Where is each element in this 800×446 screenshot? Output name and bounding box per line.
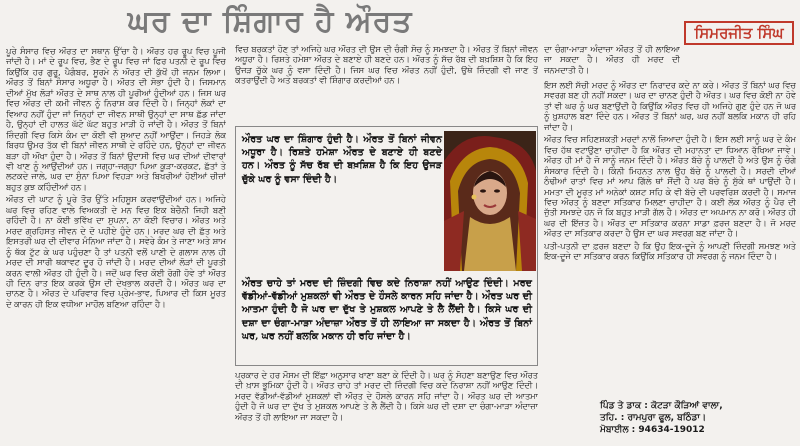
article-column-1 [6, 46, 226, 444]
pull-quote-box [235, 126, 538, 366]
author-byline: ਸਿਮਰਜੀਤ ਸਿੰਘ [684, 21, 794, 45]
paragraph: ਵਿਚ ਬਰਕਤਾਂ ਹੋਣ ਤਾਂ ਅਜਿਹੇ ਘਰ ਔਰਤ ਦੀ ਉਸ ਦੀ ਚੰਗੀ ਸੋਚ ਨੂੰ ਸਮਝਦਾ ਹੈ। ਔਰਤ ਤੋਂ ਬਿਨਾਂ ਜੀਵਨ ਅਧੂਰਾ ਹੈ। ਰਿਸ਼ਤੇ ਹਮੇਸ਼ਾ ਔਰਤ ਦੇ ਬਣਾਏ ਹੀ ਬਣਦੇ ਹਨ। ਔਰਤ ਨੂੰ ਸੱਚ ਰੱਬ ਦੀ ਬਖ਼ਸ਼ਿਸ਼ ਹੈ ਕਿ ਇਹ ਉਜੜ ਚੁੱਕੇ ਘਰ ਨੂੰ ਵਸਾ ਦਿੰਦੀ ਹੈ। ਜਿਸ ਘਰ ਵਿਚ ਔਰਤ ਨਹੀਂ ਹੁੰਦੀ, ਉਥੇ ਜ਼ਿੰਦਗੀ ਵੀ ਜਾਣ ਤੋਂ ਕਤਰਾਉਂਦੀ ਹੈ ਅਤੇ ਬਰਕਤਾਂ ਵੀ ਸ਼ਿੰਗਾਰ ਕਰਦੀਆਂ ਹਨ। [235, 44, 538, 86]
paragraph: ਪ੍ਰਕਾਰ ਦੇ ਹਰ ਮੌਸਮ ਦੀ ਇੱਛਾ ਅਨੁਸਾਰ ਖਾਣਾ ਬਣਾ ਕੇ ਦਿੰਦੀ ਹੈ। ਘਰ ਨੂੰ ਸੋਹਣਾ ਬਣਾਉਣ ਵਿਚ ਔਰਤ ਦੀ ਖ਼ਾਸ ਭੂਮਿਕਾ ਹੁੰਦੀ ਹੈ। ਔਰਤ ਚਾਹੇ ਤਾਂ ਮਰਦ ਦੀ ਜ਼ਿੰਦਗੀ ਵਿਚ ਕਦੇ ਨਿਰਾਸ਼ਾ ਨਹੀਂ ਆਉਣ ਦਿੰਦੀ। ਮਰਦ ਵੱਡੀਆਂ-ਵੱਡੀਆਂ ਮੁਸ਼ਕਲਾਂ ਵੀ ਔਰਤ ਦੇ ਹੌਸਲੇ ਕਾਰਨ ਸਹਿ ਜਾਂਦਾ ਹੈ। ਔਰਤ ਘਰ ਦੀ ਆਤਮਾ ਹੁੰਦੀ ਹੈ ਜੋ ਘਰ ਦਾ ਦੁੱਖ ਤੇ ਮੁਸ਼ਕਲ ਆਪਣੇ ਤੇ ਲੈ ਲੈਂਦੀ ਹੈ। ਕਿਸੇ ਘਰ ਦੀ ਦਸ਼ਾ ਦਾ ਚੰਗਾ-ਮਾੜਾ ਅੰਦਾਜ਼ਾ ਔਰਤ ਤੋਂ ਹੀ ਲਾਇਆ ਜਾ ਸਕਦਾ ਹੈ। [235, 370, 538, 422]
pull-quote-text-2: ਔਰਤ ਚਾਹੇ ਤਾਂ ਮਰਦ ਦੀ ਜ਼ਿੰਦਗੀ ਵਿਚ ਕਦੇ ਨਿਰਾਸ਼ਾ ਨਹੀਂ ਆਉਣ ਦਿੰਦੀ। ਮਰਦ ਵੱਡੀਆਂ-ਵੱਡੀਆਂ ਮੁਸ਼ਕਲਾਂ ਵੀ ਔਰਤ ਦੇ ਹੌਸਲੇ ਕਾਰਨ ਸਹਿ ਜਾਂਦਾ ਹੈ। ਔਰਤ ਘਰ ਦੀ ਆਤਮਾ ਹੁੰਦੀ ਹੈ ਜੋ ਘਰ ਦਾ ਦੁੱਖ ਤੇ ਮੁਸ਼ਕਲ ਆਪਣੇ ਤੇ ਲੈ ਲੈਂਦੀ ਹੈ। ਕਿਸੇ ਘਰ ਦੀ ਦਸ਼ਾ ਦਾ ਚੰਗਾ-ਮਾੜਾ ਅੰਦਾਜ਼ਾ ਔਰਤ ਤੋਂ ਹੀ ਲਾਇਆ ਜਾ ਸਕਦਾ ਹੈ। ਔਰਤ ਤੋਂ ਬਿਨਾਂ ਘਰ, ਘਰ ਨਹੀਂ ਬਲਕਿ ਮਕਾਨ ਹੀ ਰਹਿ ਜਾਂਦਾ ਹੈ। [242, 278, 532, 342]
paragraph: ਇਸ ਲਈ ਸੱਚੀ ਮਰਦ ਨੂੰ ਔਰਤ ਦਾ ਨਿਰਾਦਰ ਕਦੇ ਨਾ ਕਰੇ। ਔਰਤ ਤੋਂ ਬਿਨਾਂ ਘਰ ਵਿਚ ਸਵਰਗ ਬਣ ਹੀ ਨਹੀਂ ਸਕਦਾ। ਘਰ ਦਾ ਚਾਨਣ ਹੁੰਦੀ ਹੈ ਔਰਤ। ਘਰ ਵਿਚ ਕੋਈ ਨਾ ਹੋਵੇ ਤਾਂ ਵੀ ਘਰ ਨੂੰ ਘਰ ਬਣਾਉਂਦੀ ਹੈ ਕਿਉਂਕਿ ਔਰਤ ਵਿਚ ਹੀ ਅਜਿਹੇ ਗੁਣ ਹੁੰਦੇ ਹਨ ਜੋ ਘਰ ਨੂੰ ਖ਼ੁਸ਼ਹਾਲ ਬਣਾ ਦਿੰਦੇ ਹਨ। ਔਰਤ ਤੋਂ ਬਿਨਾਂ ਘਰ, ਘਰ ਨਹੀਂ ਬਲਕਿ ਮਕਾਨ ਹੀ ਰਹਿ ਜਾਂਦਾ ਹੈ। [544, 80, 796, 132]
paragraph: ਦਾ ਚੰਗਾ-ਮਾੜਾ ਅੰਦਾਜ਼ਾ ਔਰਤ ਤੋਂ ਹੀ ਲਾਇਆ ਜਾ ਸਕਦਾ ਹੈ। ਔਰਤ ਹੀ ਮਰਦ ਦੀ ਜਨਮਦਾਤੀ ਹੈ। [544, 44, 680, 75]
author-address [600, 400, 796, 436]
article-column-3 [544, 80, 796, 398]
woman-portrait-photo [444, 131, 536, 271]
paragraph: ਔਰਤ ਵਿਚ ਸਹਿਣਸ਼ਕਤੀ ਮਰਦਾਂ ਨਾਲੋਂ ਜ਼ਿਆਦਾ ਹੁੰਦੀ ਹੈ। ਇਸ ਲਈ ਸਾਨੂੰ ਘਰ ਦੇ ਕੰਮ ਵਿਚ ਹੱਥ ਵਟਾਉਣਾ ਚਾਹੀਦਾ ਹੈ ਕਿ ਔਰਤ ਦੀ ਮਹਾਨਤਾ ਦਾ ਧਿਆਨ ਰੱਖਿਆ ਜਾਵੇ। ਔਰਤ ਹੀ ਮਾਂ ਹੈ ਜੋ ਸਾਨੂੰ ਜਨਮ ਦਿੰਦੀ ਹੈ। ਔਰਤ ਬੱਚੇ ਨੂੰ ਪਾਲਦੀ ਹੈ ਅਤੇ ਉਸ ਨੂੰ ਚੰਗੇ ਸੰਸਕਾਰ ਦਿੰਦੀ ਹੈ। ਕਿੰਨੀ ਮਿਹਨਤ ਨਾਲ ਉਹ ਬੱਚੇ ਨੂੰ ਪਾਲਦੀ ਹੈ। ਸਰਦੀ ਦੀਆਂ ਠੰਢੀਆਂ ਰਾਤਾਂ ਵਿਚ ਮਾਂ ਆਪ ਗਿੱਲੇ ਥਾਂ ਸੌਂਦੀ ਹੈ ਪਰ ਬੱਚੇ ਨੂੰ ਸੁੱਕੇ ਥਾਂ ਪਾਉਂਦੀ ਹੈ। ਮਮਤਾ ਦੀ ਮੂਰਤ ਮਾਂ ਅਨੇਕਾਂ ਕਸ਼ਟ ਸਹਿ ਕੇ ਵੀ ਬੱਚੇ ਦੀ ਪਰਵਰਿਸ਼ ਕਰਦੀ ਹੈ। ਸਮਾਜ ਵਿਚ ਔਰਤ ਨੂੰ ਬਣਦਾ ਸਤਿਕਾਰ ਮਿਲਣਾ ਚਾਹੀਦਾ ਹੈ। ਕਈ ਲੋਕ ਔਰਤ ਨੂੰ ਪੈਰ ਦੀ ਜੁੱਤੀ ਸਮਝਦੇ ਹਨ ਜੋ ਕਿ ਬਹੁਤ ਮਾੜੀ ਗੱਲ ਹੈ। ਔਰਤ ਦਾ ਅਪਮਾਨ ਨਾ ਕਰੋ। ਔਰਤ ਹੀ ਘਰ ਦੀ ਇੱਜ਼ਤ ਹੈ। ਔਰਤ ਦਾ ਸਤਿਕਾਰ ਕਰਨਾ ਸਾਡਾ ਫ਼ਰਜ਼ ਬਣਦਾ ਹੈ। ਜੋ ਮਰਦ ਔਰਤ ਦਾ ਸਤਿਕਾਰ ਕਰਦਾ ਹੈ ਉਸ ਦਾ ਘਰ ਸਵਰਗ ਬਣ ਜਾਂਦਾ ਹੈ। [544, 134, 796, 239]
paragraph: ਪਤੀ-ਪਤਨੀ ਦਾ ਫ਼ਰਜ਼ ਬਣਦਾ ਹੈ ਕਿ ਉਹ ਇਕ-ਦੂਜੇ ਨੂੰ ਆਪਣੀ ਜ਼ਿੰਦਗੀ ਸਮਝਣ ਅਤੇ ਇਕ-ਦੂਜੇ ਦਾ ਸਤਿਕਾਰ ਕਰਨ ਕਿਉਂਕਿ ਸਤਿਕਾਰ ਹੀ ਸਵਰਗ ਨੂੰ ਜਨਮ ਦਿੰਦਾ ਹੈ। [544, 240, 796, 262]
article-headline: ਘਰ ਦਾ ਸ਼ਿੰਗਾਰ ਹੈ ਔਰਤ [127, 4, 413, 39]
paragraph: ਔਰਤ ਦੀ ਘਾਟ ਨੂੰ ਪੂਰੇ ਤੌਰ ਉੱਤੇ ਮਹਿਸੂਸ ਕਰਵਾਉਂਦੀਆਂ ਹਨ। ਅਜਿਹੇ ਘਰ ਵਿਚ ਰਹਿਣ ਵਾਲੇ ਵਿਅਕਤੀ ਦੇ ਮਨ ਵਿਚ ਇਕ ਬੇਚੈਨੀ ਜਿਹੀ ਬਣੀ ਰਹਿੰਦੀ ਹੈ। ਨਾ ਕੋਈ ਭਵਿੱਖ ਦਾ ਸੁਪਨਾ, ਨਾ ਕੋਈ ਵਿਚਾਰ। ਔਰਤ ਅਤੇ ਮਰਦ ਗ੍ਰਹਿਸਤ ਜੀਵਨ ਦੇ ਦੋ ਪਹੀਏ ਹੁੰਦੇ ਹਨ। ਮਰਦ ਘਰ ਦੀ ਛੱਤ ਅਤੇ ਇਸਤਰੀ ਘਰ ਦੀ ਦੀਵਾਰ ਮੰਨਿਆ ਜਾਂਦਾ ਹੈ। ਸਵੇਰੇ ਕੰਮ ਤੇ ਜਾਣਾ ਅਤੇ ਸ਼ਾਮ ਨੂੰ ਥੱਕ ਟੁੱਟ ਕੇ ਘਰ ਪਹੁੰਚਣਾ ਹੈ ਤਾਂ ਪਤਨੀ ਵਲੋਂ ਪਾਣੀ ਦੇ ਗਲਾਸ ਨਾਲ ਹੀ ਮਰਦ ਦੀ ਸਾਰੀ ਥਕਾਵਟ ਦੂਰ ਹੋ ਜਾਂਦੀ ਹੈ। ਮਰਦ ਦੀਆਂ ਲੋੜਾਂ ਦੀ ਪੂਰਤੀ ਕਰਨ ਵਾਲੀ ਔਰਤ ਹੀ ਹੁੰਦੀ ਹੈ। ਜਦੋਂ ਘਰ ਵਿਚ ਕੋਈ ਰੋਗੀ ਹੋਵੇ ਤਾਂ ਔਰਤ ਹੀ ਦਿਨ ਰਾਤ ਇਕ ਕਰਕੇ ਉਸ ਦੀ ਦੇਖਭਾਲ ਕਰਦੀ ਹੈ। ਔਰਤ ਘਰ ਦਾ ਚਾਨਣ ਹੈ। ਔਰਤ ਦੇ ਪਰਿਵਾਰ ਵਿਚ ਪ੍ਰੇਮ-ਭਾਵ, ਪਿਆਰ ਦੀ ਕਿਸ ਮੂਰਤ ਦੇ ਕਾਰਨ ਹੀ ਇਕ ਵਧੀਆ ਮਾਹੌਲ ਬਣਿਆ ਰਹਿੰਦਾ ਹੈ। [6, 194, 226, 309]
article-column-2-top [235, 44, 538, 124]
address-line: ਤਹਿ. : ਰਾਮਪੁਰਾ ਫੂਲ, ਬਠਿੰਡਾ। [600, 413, 707, 423]
pull-quote-text-1: ਔਰਤ ਘਰ ਦਾ ਸ਼ਿੰਗਾਰ ਹੁੰਦੀ ਹੈ। ਔਰਤ ਤੋਂ ਬਿਨਾਂ ਜੀਵਨ ਅਧੂਰਾ ਹੈ। ਰਿਸ਼ਤੇ ਹਮੇਸ਼ਾ ਔਰਤ ਦੇ ਬਣਾਏ ਹੀ ਬਣਦੇ ਹਨ। ਔਰਤ ਨੂੰ ਸੱਚ ਰੱਬ ਦੀ ਬਖ਼ਸ਼ਿਸ਼ ਹੈ ਕਿ ਇਹ ਉਜੜ ਚੁੱਕੇ ਘਰ ਨੂੰ ਵਸਾ ਦਿੰਦੀ ਹੈ। [242, 134, 442, 185]
portrait-illustration [444, 131, 536, 271]
article-column-3-top [544, 44, 680, 78]
address-line: ਪਿੰਡ ਤੇ ਡਾਕ : ਕੋਟੜਾ ਕੌੜਿਆਂ ਵਾਲਾ, [600, 401, 723, 411]
article-column-2-bottom [235, 370, 538, 444]
mobile-number: ਮੋਬਾਈਲ : 94634-19012 [600, 425, 705, 435]
paragraph: ਪੂਰੇ ਸੰਸਾਰ ਵਿਚ ਔਰਤ ਦਾ ਸਥਾਨ ਉੱਚਾ ਹੈ। ਔਰਤ ਹਰ ਰੂਪ ਵਿਚ ਪੂਜੀ ਜਾਂਦੀ ਹੈ। ਮਾਂ ਦੇ ਰੂਪ ਵਿਚ, ਭੈਣ ਦੇ ਰੂਪ ਵਿਚ ਜਾਂ ਫਿਰ ਪਤਨੀ ਦੇ ਰੂਪ ਵਿਚ ਕਿਉਂਕਿ ਹਰ ਗੁਰੂ, ਪੈਗੰਬਰ, ਸੂਰਮੇ ਨੇ ਔਰਤ ਦੀ ਕੁੱਖੋਂ ਹੀ ਜਨਮ ਲਿਆ। ਔਰਤ ਤੋਂ ਬਿਨਾਂ ਸੰਸਾਰ ਅਧੂਰਾ ਹੈ। ਔਰਤ ਦੀ ਸੋਭਾ ਹੁੰਦੀ ਹੈ। ਜਿਸਮਾਨ ਦੀਆਂ ਮੁੱਖ ਲੋੜਾਂ ਔਰਤ ਦੇ ਸਾਥ ਨਾਲ ਹੀ ਪੂਰੀਆਂ ਹੁੰਦੀਆਂ ਹਨ। ਜਿਸ ਘਰ ਵਿਚ ਔਰਤ ਦੀ ਕਮੀ ਜੀਵਨ ਨੂੰ ਨਿਰਾਸ਼ ਕਰ ਦਿੰਦੀ ਹੈ। ਜਿਨ੍ਹਾਂ ਲੋਕਾਂ ਦਾ ਵਿਆਹ ਨਹੀਂ ਹੁੰਦਾ ਜਾਂ ਜਿਨ੍ਹਾਂ ਦਾ ਜੀਵਨ ਸਾਥੀ ਉਨ੍ਹਾਂ ਦਾ ਸਾਥ ਛੱਡ ਜਾਂਦਾ ਹੈ, ਉਨ੍ਹਾਂ ਦੀ ਹਾਲਤ ਘੱਟੋ ਘੱਟ ਬਹੁਤ ਮਾੜੀ ਹੋ ਜਾਂਦੀ ਹੈ। ਔਰਤ ਤੋਂ ਬਿਨਾਂ ਜ਼ਿੰਦਗੀ ਵਿਚ ਕਿਸੇ ਕੰਮ ਦਾ ਕੋਈ ਵੀ ਸੁਆਦ ਨਹੀਂ ਆਉਂਦਾ। ਜਿਹੜੇ ਲੋਕ ਬਿਰਧ ਉਮਰ ਤੱਕ ਵੀ ਬਿਨਾਂ ਜੀਵਨ ਸਾਥੀ ਦੇ ਰਹਿੰਦੇ ਹਨ, ਉਨ੍ਹਾਂ ਦਾ ਜੀਵਨ ਬੜਾ ਹੀ ਔਖਾ ਹੁੰਦਾ ਹੈ। ਔਰਤ ਤੋਂ ਬਿਨਾਂ ਉਦਾਸੀ ਵਿਚ ਘਰ ਦੀਆਂ ਦੀਵਾਰਾਂ ਵੀ ਖਾਣ ਨੂੰ ਆਉਂਦੀਆਂ ਹਨ। ਜਗ੍ਹਾ-ਜਗ੍ਹਾ ਪਿਆ ਕੂੜਾ-ਕਰਕਟ, ਛੱਤਾਂ ਤੇ ਲਟਕਦੇ ਜਾਲੇ, ਘਰ ਦਾ ਸੁੰਨਾ ਪਿਆ ਵਿਹੜਾ ਅਤੇ ਬਿਖਰੀਆਂ ਹੋਈਆਂ ਚੀਜ਼ਾਂ ਬਹੁਤ ਕੁਝ ਕਹਿੰਦੀਆਂ ਹਨ। [6, 46, 226, 192]
